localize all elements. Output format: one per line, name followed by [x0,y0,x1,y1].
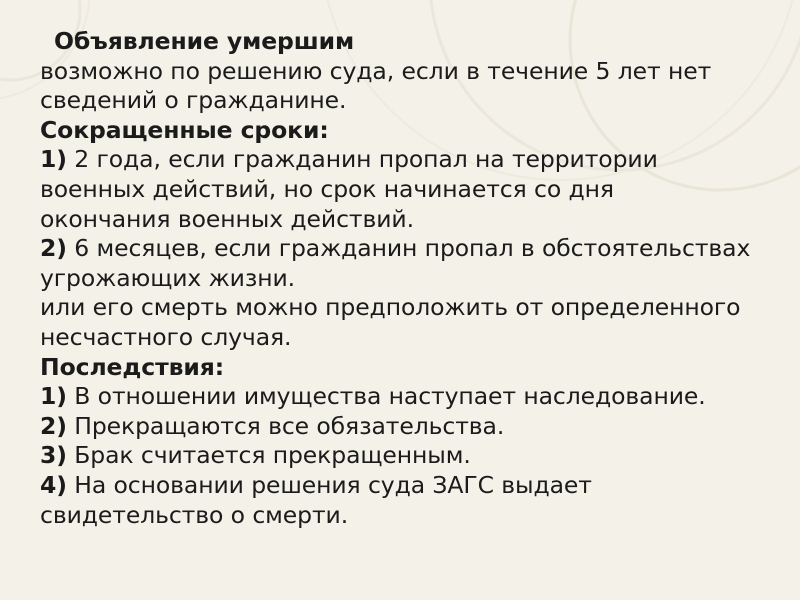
reduced-term-item-text: угрожающих жизни. [40,263,296,292]
reduced-term-item-number: 2) [40,234,67,263]
reduced-term-item-text: или его смерть можно предположить от определенного [40,293,741,322]
intro-line: сведений о гражданине. [40,86,347,115]
consequences-heading: Последствия: [40,352,225,381]
reduced-term-item-text: окончания военных действий. [40,204,414,233]
consequence-item-text: свидетельство о смерти. [40,500,349,529]
consequence-item-text: В отношении имущества наступает наследование. [66,382,706,411]
consequence-item-number: 4) [40,470,67,499]
consequence-item-number: 3) [40,441,67,470]
reduced-term-item-line [40,293,795,323]
slide-title: Объявление умершим [54,27,355,55]
reduced-term-item-line [40,145,795,175]
reduced-term-item-line [40,264,795,294]
consequence-item-text: Брак считается прекращенным. [66,441,471,470]
consequence-item-line [40,382,795,412]
reduced-terms-heading: Сокращенные сроки: [40,115,329,144]
reduced-term-item-number: 1) [40,145,67,174]
reduced-term-item-text: несчастного случая. [40,322,292,351]
consequence-item-text: Прекращаются все обязательства. [66,411,505,440]
slide-text-block [40,27,795,530]
reduced-term-item-text: 6 месяцев, если гражданин пропал в обстоятельствах [66,234,751,263]
consequence-item-number: 2) [40,411,67,440]
reduced-term-item-line [40,175,795,205]
reduced-term-item-text: 2 года, если гражданин пропал на территории [66,145,658,174]
reduced-term-item-line [40,234,795,264]
reduced-term-item-line [40,323,795,353]
consequence-item-line [40,471,795,501]
consequence-item-text: На основании решения суда ЗАГС выдает [66,470,592,499]
intro-line: возможно по решению суда, если в течение 5 лет нет [40,56,712,85]
reduced-term-item-text: военных действий, но срок начинается со дня [40,174,614,203]
consequence-item-line [40,441,795,471]
consequence-item-number: 1) [40,382,67,411]
reduced-term-item-line [40,205,795,235]
consequence-item-line [40,412,795,442]
consequence-item-line [40,501,795,531]
